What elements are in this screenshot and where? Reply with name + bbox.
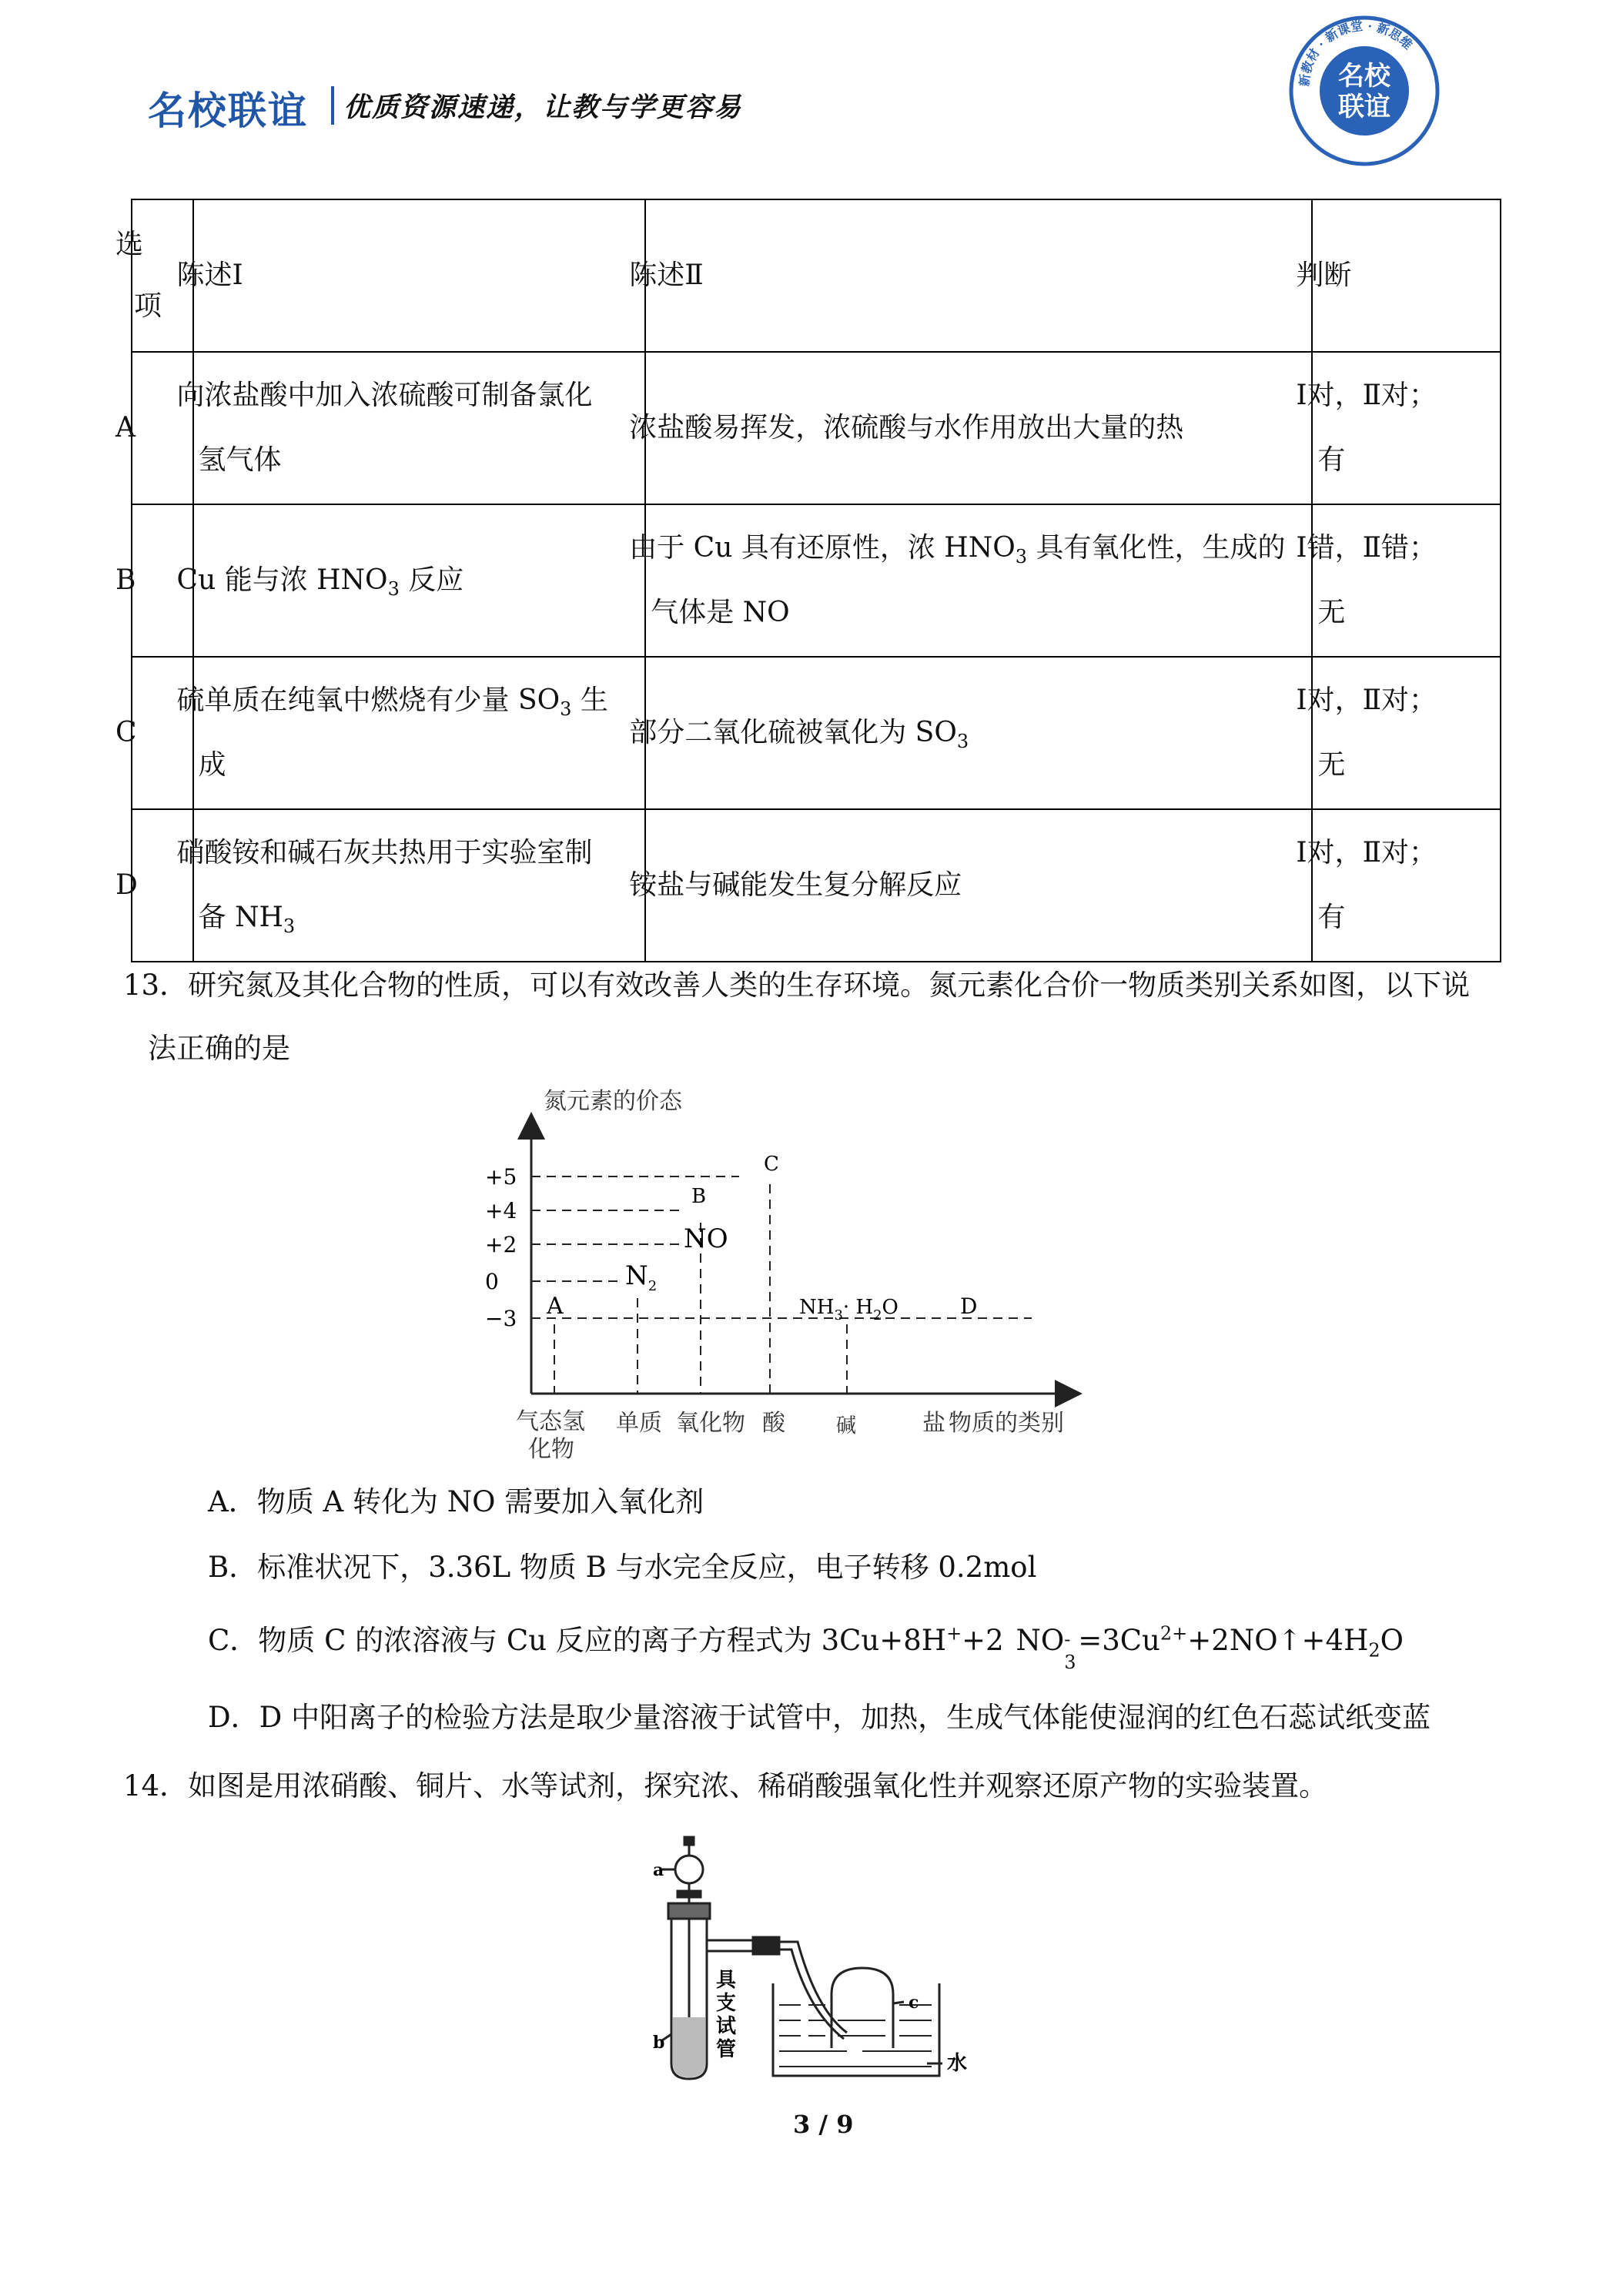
- row-option: B: [115, 564, 136, 596]
- y-tick-label: 0: [485, 1269, 499, 1294]
- brand-logo-text: 名校联谊: [148, 89, 308, 133]
- header-col4: 判断: [1296, 259, 1352, 291]
- y-tick-label: +4: [485, 1198, 517, 1223]
- row-statement2-line2: 气体是 NO: [651, 597, 790, 628]
- label-water: 水: [947, 2052, 968, 2075]
- row-statement2-line1: 由于 Cu 具有还原性，浓 $HNO_3$ 具有氧化性，生成的: [629, 532, 1286, 568]
- row-statement1-line1: 向浓盐酸中加入浓硫酸可制备氯化: [176, 380, 593, 411]
- label-a: a: [653, 1860, 664, 1880]
- q14-stem: 14．如图是用浓硝酸、铜片、水等试剂，探究浓、稀硝酸强氧化性并观察还原产物的实验装置。: [123, 1769, 1328, 1802]
- row-statement2: 浓盐酸易挥发，浓硫酸与水作用放出大量的热: [629, 412, 1184, 443]
- q13-option-c: C．物质 C 的浓溶液与 Cu 反应的离子方程式为 3Cu+8H++2 NO - 3 $=3Cu^{2+}+2NO↑+4H_2O$: [208, 1622, 1404, 1673]
- category-label-salt: 盐: [922, 1410, 945, 1437]
- label-b: b: [653, 2033, 665, 2053]
- label-c: c: [909, 1993, 919, 2013]
- q13-stem-line2: 法正确的是: [148, 1032, 290, 1065]
- chart-point-n: $N_2$: [625, 1260, 658, 1294]
- q13-option-a: A．物质 A 转化为 NO 需要加入氧化剂: [208, 1485, 704, 1518]
- row-statement1-line2: 成: [198, 749, 226, 781]
- row-statement2: 部分二氧化硫被氧化为 $SO_3$: [629, 717, 969, 753]
- row-statement2: 铵盐与碱能发生复分解反应: [629, 869, 962, 901]
- label-tube-2: 支: [716, 1992, 737, 2015]
- chart-point-b: B: [691, 1185, 707, 1208]
- row-statement1-line2: 氢气体: [198, 444, 282, 476]
- category-label-base: 碱: [836, 1414, 857, 1438]
- chart-point-d: D: [960, 1294, 978, 1319]
- q13-option-d: D．D 中阳离子的检验方法是取少量溶液于试管中，加热，生成气体能使湿润的红色石蕊试纸变蓝: [208, 1701, 1431, 1734]
- y-axis-label: 氮元素的价态: [544, 1088, 682, 1115]
- row-judge-line1: Ⅰ对，Ⅱ对；: [1296, 837, 1437, 869]
- category-label-hydride-b: 化物: [528, 1436, 574, 1463]
- row-judge-line2: 有: [1317, 902, 1346, 933]
- row-statement1: Cu 能与浓 $HNO_3$ 反应: [176, 564, 464, 601]
- table-row: [132, 657, 1501, 809]
- category-label-hydride-a: 气态氢: [516, 1408, 585, 1435]
- y-tick-label: −3: [485, 1306, 517, 1331]
- options-table: [115, 199, 1501, 962]
- label-tube-4: 管: [716, 2038, 737, 2061]
- valence-chart: [477, 1086, 1139, 1463]
- y-tick-label: +5: [485, 1164, 517, 1190]
- row-option: A: [115, 412, 136, 443]
- y-tick-label: +2: [485, 1232, 517, 1257]
- label-tube-3: 试: [716, 2015, 737, 2038]
- category-label-acid: 酸: [762, 1410, 785, 1437]
- q13-option-b: B．标准状况下，3.36L 物质 B 与水完全反应，电子转移 0.2mol: [208, 1551, 1037, 1584]
- seal-text-bottom: 联谊: [1338, 92, 1390, 122]
- slogan: 优质资源速递，让教与学更容易: [343, 92, 743, 123]
- header-col2: 陈述Ⅰ: [176, 259, 243, 291]
- header-col1b: 项: [134, 290, 162, 322]
- header-col1a: 选: [115, 229, 144, 260]
- chart-point-no: NO: [684, 1223, 728, 1254]
- x-axis-label: 物质的类别: [949, 1410, 1064, 1437]
- page-number: 3 / 9: [793, 2110, 854, 2139]
- category-label-element: 单质: [616, 1410, 662, 1437]
- row-judge-line1: Ⅰ对，Ⅱ对；: [1296, 380, 1437, 411]
- row-judge-line2: 无: [1317, 749, 1346, 781]
- brand-divider: [331, 86, 334, 125]
- table-row: [132, 809, 1501, 962]
- row-judge-line1: Ⅰ对，Ⅱ对；: [1296, 684, 1437, 716]
- apparatus-diagram: [616, 1832, 1016, 2087]
- table-header-row: [132, 199, 1501, 352]
- header-col3: 陈述Ⅱ: [629, 259, 704, 291]
- row-statement1-line1: 硫单质在纯氧中燃烧有少量 $SO_3$ 生: [176, 684, 608, 721]
- row-option: D: [115, 869, 138, 901]
- row-judge-line2: 有: [1317, 444, 1346, 476]
- chart-point-a: A: [547, 1293, 564, 1320]
- row-statement1-line1: 硝酸铵和碱石灰共热用于实验室制: [176, 837, 593, 869]
- q13-stem-line1: 13．研究氮及其化合物的性质，可以有效改善人类的生存环境。氮元素化合价一物质类别关系如图，以下说: [123, 969, 1471, 1002]
- table-row: [132, 352, 1501, 504]
- label-tube-1: 具: [716, 1969, 737, 1992]
- chart-point-nh: $NH_3\cdot H_2O$: [799, 1296, 899, 1324]
- row-judge-line2: 无: [1317, 597, 1346, 628]
- category-label-oxide: 氧化物: [676, 1410, 745, 1437]
- seal-text-top: 名校: [1338, 61, 1390, 92]
- table-row: [132, 504, 1501, 657]
- seal-ring-text: 新教材 · 新课堂 · 新思维: [1297, 18, 1416, 88]
- row-judge-line1: Ⅰ错，Ⅱ错；: [1296, 532, 1437, 564]
- row-option: C: [115, 717, 137, 748]
- row-statement1-line2: 备 $NH_3$: [198, 902, 296, 938]
- chart-point-c: C: [764, 1153, 779, 1176]
- school-seal: [1287, 14, 1441, 168]
